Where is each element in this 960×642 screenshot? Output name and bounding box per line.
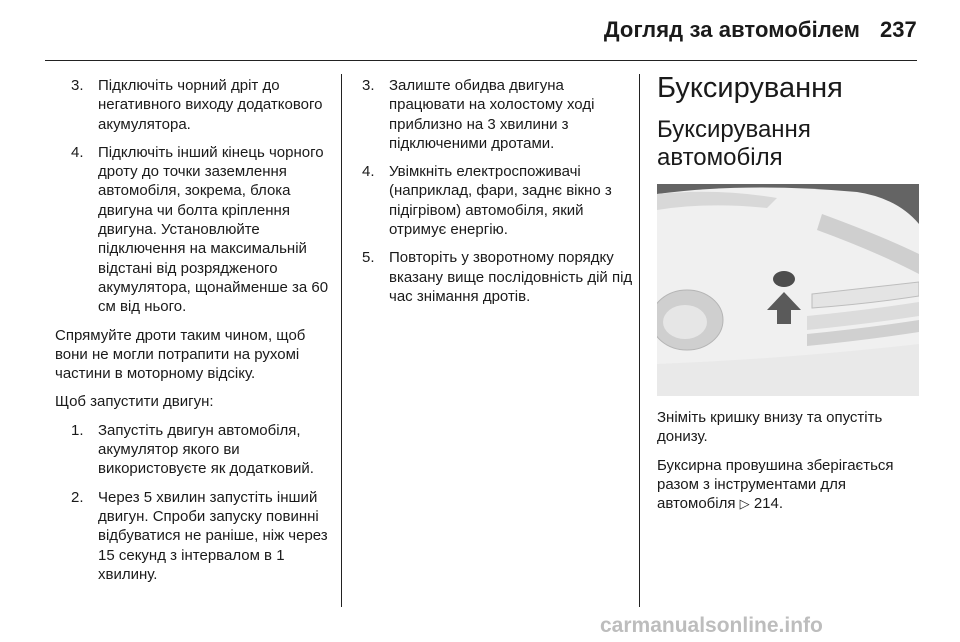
header-title: Догляд за автомобілем — [603, 17, 860, 42]
paragraph: Буксирна провушина зберігається разом з інструментами для автомобіля ▷ 214. — [657, 456, 894, 513]
page-number: 237 — [880, 17, 917, 42]
column-3 — [657, 72, 922, 522]
paragraph: Щоб запустити двигун: — [55, 393, 214, 411]
bumper-illustration — [657, 184, 919, 396]
list-item: 5. Повторіть у зворотному порядку вказану вище послідовність дій під час знімання дротів. — [362, 249, 633, 305]
column-divider-2 — [639, 74, 640, 607]
towing-eye-cover-illustration — [657, 184, 919, 396]
list-item: 2. Через 5 хвилин запустіть інший двигун. Спроби запуску повинні відбуватися не раніше, ніж через 15 секунд з інтервалом в 1 хвилину. — [71, 488, 328, 583]
section-subheading: Буксирування автомобіля — [657, 116, 811, 171]
page-reference-icon: ▷ — [739, 496, 750, 512]
steps-list-a — [61, 76, 336, 317]
list-item: 4. Увімкніть електроспоживачі (наприклад, фари, заднє вікно з підігрівом) автомобіля, який отримує енергію. — [362, 163, 612, 239]
list-item: 4. Підключіть інший кінець чорного дроту до точки заземлення автомобіля, зокрема, блока двигуна чи болта кріплення двигуна. Установлюйте підключення на максимальній відстані від розрядженого акумулятора, щонайменше за 60 см від нього. — [71, 143, 329, 316]
steps-list-c — [362, 76, 634, 306]
list-item: 1. Запустіть двигун автомобіля, акумулятор якого ви використовуєте як додатковий. — [71, 421, 314, 478]
list-item: 3. Залиште обидва двигуна працювати на холостому ході приблизно на 3 хвилини з підключеними дротами. — [362, 77, 595, 152]
column-1 — [55, 76, 336, 593]
header-rule — [45, 60, 917, 61]
paragraph: Спрямуйте дроти таким чином, щоб вони не могли потрапити на рухомі частини в моторному відсіку. — [55, 326, 306, 383]
column-2 — [362, 76, 634, 315]
column-divider-1 — [341, 74, 342, 607]
section-heading: Буксирування — [657, 72, 843, 104]
page-reference[interactable]: 214. — [753, 495, 784, 513]
list-item: 3. Підключіть чорний дріт до негативного виходу додаткового акумулятора. — [71, 77, 323, 133]
paragraph: Зніміть кришку внизу та опустіть донизу. — [657, 409, 883, 446]
steps-list-b — [61, 421, 336, 584]
watermark: carmanualsonline.info — [600, 614, 823, 637]
